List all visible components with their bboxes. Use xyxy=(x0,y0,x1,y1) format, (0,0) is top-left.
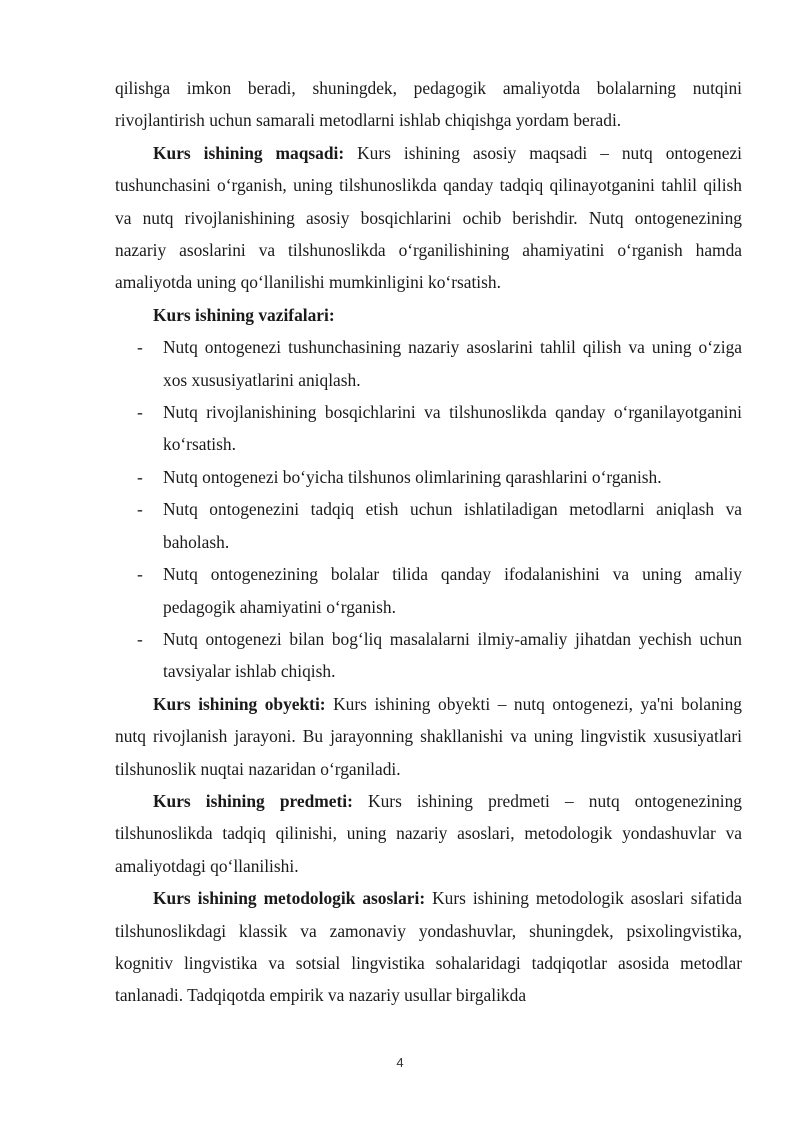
list-item xyxy=(115,461,742,493)
list-item xyxy=(115,558,742,623)
methodology-heading: Kurs ishining metodologik asoslari: xyxy=(153,888,426,909)
list-item xyxy=(115,493,742,558)
bullet-dash: - xyxy=(137,499,143,520)
list-item-text: Nutq ontogenezi bo‘yicha tilshunos olimlarining qarashlarini o‘rganish. xyxy=(163,466,662,487)
bullet-dash: - xyxy=(137,337,143,358)
tasks-heading: Kurs ishining vazifalari: xyxy=(153,304,335,325)
bullet-dash: - xyxy=(137,564,143,585)
goal-text: Kurs ishining asosiy maqsadi – nutq ontogenezi tushunchasini o‘rganish, uning tilshunoslikda qanday tadqiq qilinayotganini tahlil qilish va nutq rivojlanishining asosiy bosqichlarini ochib berishdir. Nutq ontogenezining nazariy asoslarini va tilshunoslikda o‘rganilishining ahamiyatini o‘rganish hamda amaliyotda uning qo‘llanilishi mumkinligini ko‘rsatish. xyxy=(115,142,742,293)
subject-paragraph xyxy=(115,785,742,882)
goal-paragraph xyxy=(115,137,742,299)
list-item-text: Nutq rivojlanishining bosqichlarini va tilshunoslikda qanday o‘rganilayotganini ko‘rsatish. xyxy=(163,402,742,455)
subject-heading: Kurs ishining predmeti: xyxy=(153,790,353,811)
page-number: 4 xyxy=(396,1055,404,1070)
list-item xyxy=(115,331,742,396)
bullet-dash: - xyxy=(137,402,143,423)
body-text xyxy=(115,72,742,1012)
subject-text: Kurs ishining predmeti – nutq ontogenezining tilshunoslikda tadqiq qilinishi, uning nazariy asoslari, metodologik yondashuvlar va amaliyotdagi qo‘llanilishi. xyxy=(115,790,742,876)
goal-heading: Kurs ishining maqsadi: xyxy=(153,142,345,163)
tasks-heading-paragraph xyxy=(115,299,742,331)
bullet-dash: - xyxy=(137,466,143,487)
tasks-list xyxy=(115,331,742,687)
object-heading: Kurs ishining obyekti: xyxy=(153,693,326,714)
bullet-dash: - xyxy=(137,628,143,649)
list-item xyxy=(115,396,742,461)
methodology-text: Kurs ishining metodologik asoslari sifatida tilshunoslikdagi klassik va zamonaviy yondashuvlar, shuningdek, psixolingvistika, kognitiv lingvistika va sotsial lingvistika sohalaridagi tadqiqotlar asosida metodlar tanlanadi. Tadqiqotda empirik va nazariy usullar birgalikda xyxy=(115,888,742,1006)
list-item-text: Nutq ontogenezini tadqiq etish uchun ishlatiladigan metodlarni aniqlash va baholash. xyxy=(163,499,742,552)
object-paragraph xyxy=(115,688,742,785)
object-text: Kurs ishining obyekti – nutq ontogenezi, ya'ni bolaning nutq rivojlanish jarayoni. Bu jarayonning shakllanishi va uning lingvistik xususiyatlari tilshunoslik nuqtai nazaridan o‘rganiladi. xyxy=(115,693,742,779)
list-item-text: Nutq ontogenezi tushunchasining nazariy asoslarini tahlil qilish va uning o‘ziga xos xususiyatlarini aniqlash. xyxy=(163,337,742,390)
list-item-text: Nutq ontogenezi bilan bog‘liq masalalarni ilmiy-amaliy jihatdan yechish uchun tavsiyalar ishlab chiqish. xyxy=(163,628,742,682)
list-item-text: Nutq ontogenezining bolalar tilida qanday ifodalanishini va uning amaliy pedagogik ahamiyatini o‘rganish. xyxy=(163,564,742,617)
list-item xyxy=(115,623,742,688)
intro-paragraph: qilishga imkon beradi, shuningdek, pedagogik amaliyotda bolalarning nutqini rivojlantirish uchun samarali metodlarni ishlab chiqishga yordam beradi. xyxy=(115,78,742,131)
methodology-paragraph xyxy=(115,882,742,1012)
